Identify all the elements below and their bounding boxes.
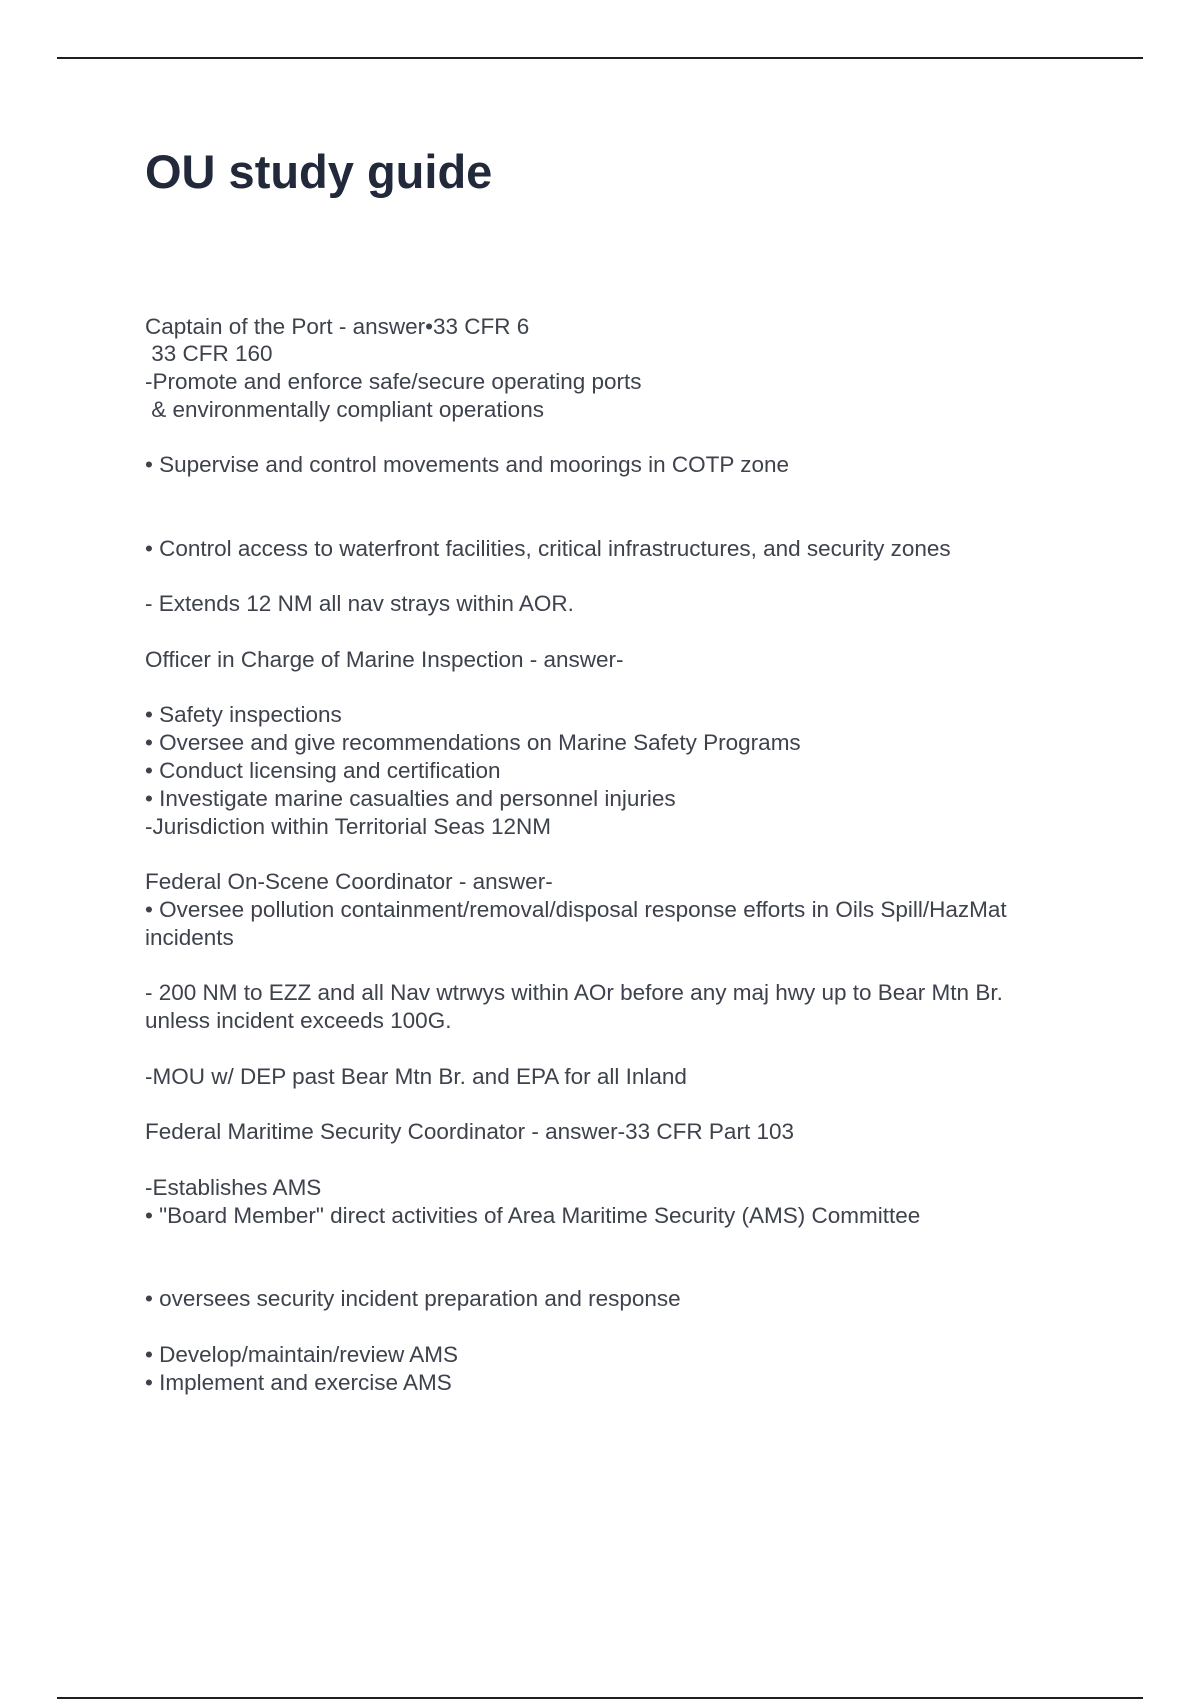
text-line: Captain of the Port - answer•33 CFR 6 bbox=[145, 314, 530, 339]
text-line: -MOU w/ DEP past Bear Mtn Br. and EPA for all Inland bbox=[145, 1064, 687, 1089]
text-line: Federal Maritime Security Coordinator - answer-33 CFR Part 103 bbox=[145, 1119, 794, 1144]
text-line: • "Board Member" direct activities of Area Maritime Security (AMS) Committee bbox=[145, 1203, 921, 1228]
text-line: • Implement and exercise AMS bbox=[145, 1370, 452, 1395]
text-line: • Oversee pollution containment/removal/disposal response efforts in Oils Spill/HazMat bbox=[145, 897, 1007, 922]
text-line: incidents bbox=[145, 925, 234, 950]
text-line: Federal On-Scene Coordinator - answer- bbox=[145, 869, 553, 894]
text-line: • Oversee and give recommendations on Marine Safety Programs bbox=[145, 730, 801, 755]
text-line: - Extends 12 NM all nav strays within AOR. bbox=[145, 591, 574, 616]
text-line: • Safety inspections bbox=[145, 702, 342, 727]
text-line: -Promote and enforce safe/secure operating ports bbox=[145, 369, 642, 394]
text-line: & environmentally compliant operations bbox=[145, 397, 544, 422]
bottom-divider bbox=[57, 1697, 1143, 1699]
text-line: • oversees security incident preparation and response bbox=[145, 1286, 681, 1311]
document-title: OU study guide bbox=[145, 145, 493, 198]
text-line: • Supervise and control movements and moorings in COTP zone bbox=[145, 452, 790, 477]
top-divider bbox=[57, 57, 1143, 59]
text-line: -Jurisdiction within Territorial Seas 12NM bbox=[145, 814, 551, 839]
text-line: - 200 NM to EZZ and all Nav wtrwys within AOr before any maj hwy up to Bear Mtn Br. bbox=[145, 980, 1003, 1005]
text-line: 33 CFR 160 bbox=[145, 341, 273, 366]
text-line: -Establishes AMS bbox=[145, 1175, 322, 1200]
text-line: Officer in Charge of Marine Inspection - answer- bbox=[145, 647, 624, 672]
text-line: • Investigate marine casualties and personnel injuries bbox=[145, 786, 676, 811]
text-line: unless incident exceeds 100G. bbox=[145, 1008, 452, 1033]
text-line: • Develop/maintain/review AMS bbox=[145, 1342, 459, 1367]
text-line: • Control access to waterfront facilities, critical infrastructures, and security zones bbox=[145, 536, 951, 561]
text-line: • Conduct licensing and certification bbox=[145, 758, 501, 783]
